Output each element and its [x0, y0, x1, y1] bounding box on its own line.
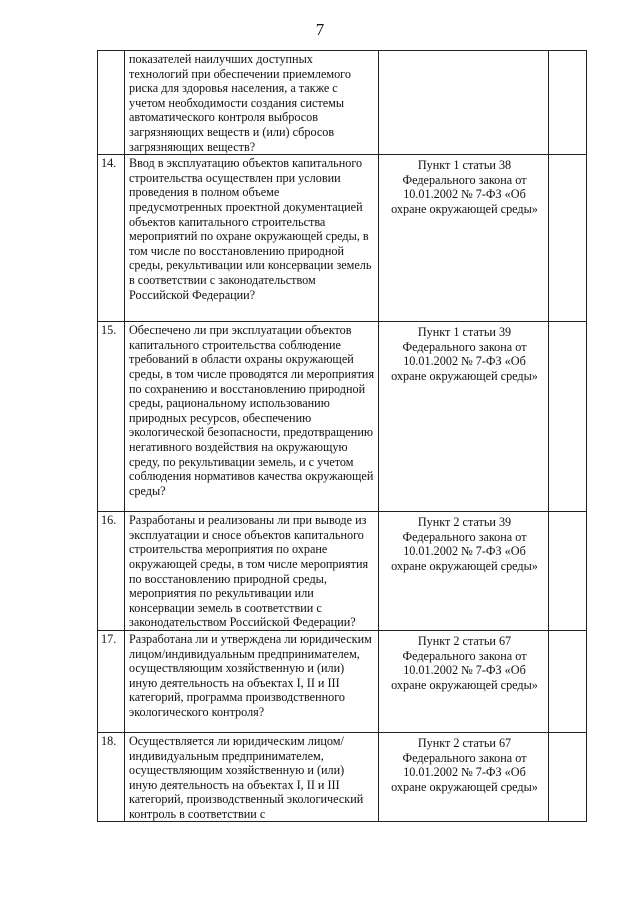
legal-reference: Пункт 2 статьи 39 Федерального закона от 10.01.2002 № 7-ФЗ «Об охране окружающей среды»: [379, 512, 549, 631]
row-number: 17.: [98, 630, 125, 732]
answer-cell: [549, 51, 587, 155]
row-number: 18.: [98, 732, 125, 822]
table-row: [98, 155, 587, 322]
table-row: [98, 630, 587, 732]
legal-reference: Пункт 2 статьи 67 Федерального закона от 10.01.2002 № 7-ФЗ «Об охране окружающей среды»: [379, 630, 549, 732]
row-number: 16.: [98, 512, 125, 631]
legal-reference: Пункт 2 статьи 67 Федерального закона от 10.01.2002 № 7-ФЗ «Об охране окружающей среды»: [379, 732, 549, 822]
row-number: 15.: [98, 322, 125, 512]
legal-reference: [379, 51, 549, 155]
table-row: [98, 732, 587, 822]
requirement-text: Осуществляется ли юридическим лицом/ индивидуальным предпринимателем, осуществляющим хозяйственную и (или) иную деятельность на объектах I, II и III категорий, производственный экологический контроль в соответствии с: [125, 732, 379, 822]
legal-reference: Пункт 1 статьи 38 Федерального закона от 10.01.2002 № 7-ФЗ «Об охране окружающей среды»: [379, 155, 549, 322]
legal-reference: Пункт 1 статьи 39 Федерального закона от 10.01.2002 № 7-ФЗ «Об охране окружающей среды»: [379, 322, 549, 512]
requirement-text: Ввод в эксплуатацию объектов капитального строительства осуществлен при условии проведения в полном объеме предусмотренных проектной документацией объектов капитального строительства мероприятий по охране окружающей среды, в том числе по восстановлению природной среды, рекультивации или консервации земель в соответствии с законодательством Российской Федерации?: [125, 155, 379, 322]
answer-cell: [549, 732, 587, 822]
table-row: [98, 322, 587, 512]
row-number: 14.: [98, 155, 125, 322]
requirement-text: Разработаны и реализованы ли при выводе из эксплуатации и сносе объектов капитального строительства мероприятия по охране окружающей среды, в том числе мероприятия по восстановлению природной среды, мероприятия по рекультивации или консервации земель в соответствии с законодательством Российской Федерации?: [125, 512, 379, 631]
page-number: 7: [315, 20, 325, 39]
row-number: [98, 51, 125, 155]
answer-cell: [549, 322, 587, 512]
requirement-text: Обеспечено ли при эксплуатации объектов капитального строительства соблюдение требований в области охраны окружающей среды, в том числе проводятся ли мероприятия по сохранению и восстановлению природной среды, рациональному использованию природных ресурсов, обеспечению экологической безопасности, предотвращению негативного воздействия на окружающую среду, по рекультивации земель, и с учетом соблюдения нормативов качества окружающей среды?: [125, 322, 379, 512]
table-row: [98, 51, 587, 155]
table-row: [98, 512, 587, 631]
answer-cell: [549, 512, 587, 631]
requirement-text: показателей наилучших доступных технологий при обеспечении приемлемого риска для здоровья населения, а также с учетом необходимости создания системы автоматического контроля выбросов загрязняющих веществ и (или) сбросов загрязняющих веществ?: [125, 51, 379, 155]
requirement-text: Разработана ли и утверждена ли юридическим лицом/индивидуальным предпринимателем, осуществляющим хозяйственную и (или) иную деятельность на объектах I, II и III категорий, программа производственного экологического контроля?: [125, 630, 379, 732]
requirements-table: [97, 50, 587, 822]
answer-cell: [549, 155, 587, 322]
answer-cell: [549, 630, 587, 732]
